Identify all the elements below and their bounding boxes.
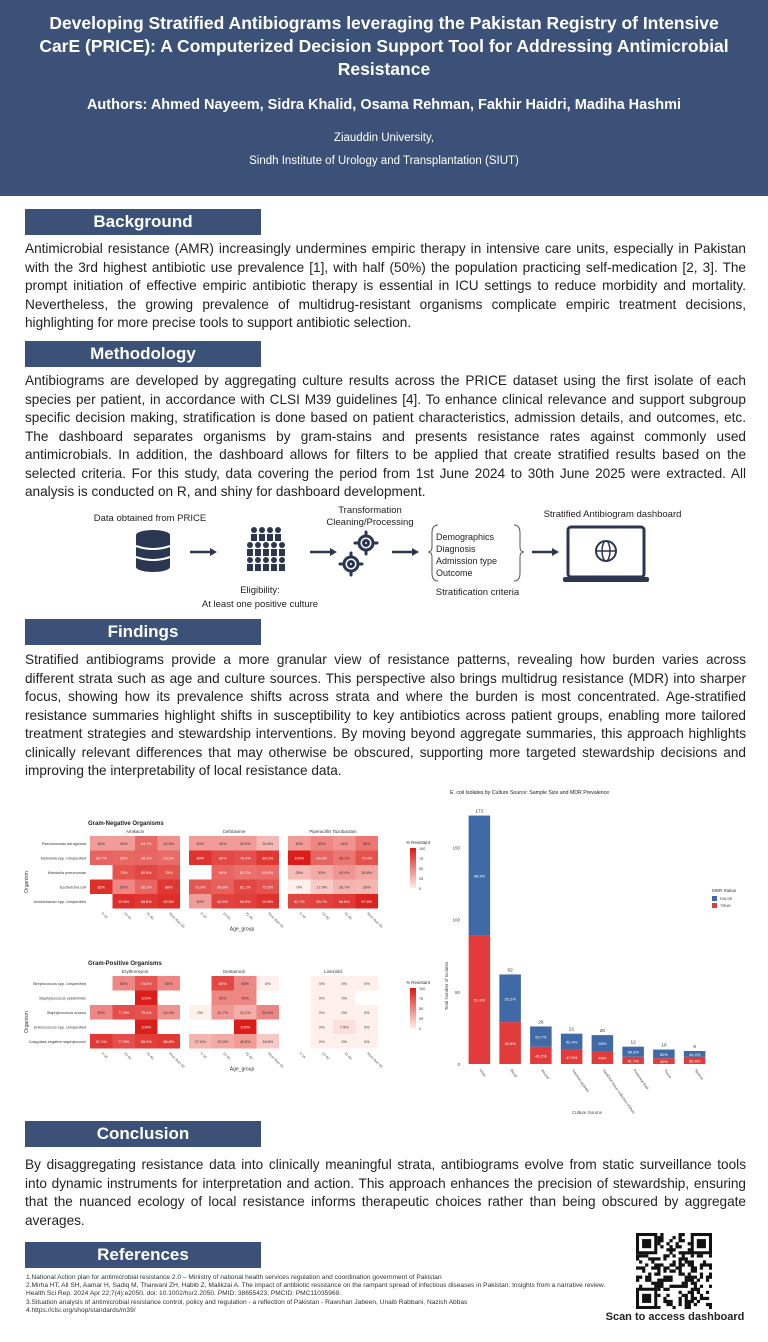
legend-tick-label: 75 [419, 857, 424, 861]
heatmap-cell-label: 50.6% [262, 1010, 274, 1015]
authors: Authors: Ahmed Nayeem, Sidra Khalid, Osama Rehman, Fakhir Haidri, Madiha Hashmi [86, 97, 682, 113]
legend-title: % Resistant [406, 980, 431, 985]
age-tick-label: 0-18 [100, 1051, 109, 1060]
legend-gradient-step [410, 996, 416, 998]
x-tick-label: Peritoneal fluid [632, 1068, 650, 1091]
heatmap-cell-label: 92.5% [163, 899, 175, 904]
heatmap-cell-label: 17.9% [316, 885, 328, 890]
heatmap-title: Gram-Negative Organisms [88, 821, 164, 827]
bar-pct-label: 45% [598, 1055, 607, 1061]
legend-tick-label: 0 [419, 887, 422, 891]
legend-gradient-step [410, 848, 416, 850]
x-axis-label: Culture Source [571, 1110, 603, 1115]
methodology-text: Antibiograms are developed by aggregating culture results across the PRICE dataset using the first isolate of each species per patient, in accordance with CLSI M39 guidelines [4]. To enhance clinical relevance and support subgroup specific decision making, stratification is done based on patient characteristics, admission details, and outcomes, etc. The dashboard separates organisms by gram-stains and presents resistance rates against commonly used antimicrobials. In addition, the dashboard allows for filters to be applied that create stratified results based on the selected criteria. For this study, data covering the period from 1st June 2024 to 30th June 2025 were extracted. All analysis is conducted on R, and shiny for dashboard development. [25, 373, 746, 499]
heatmap-cell-label: 76.9% [239, 856, 251, 861]
legend-gradient-step [410, 1006, 416, 1008]
heatmap-cell-label: 0% [341, 981, 347, 986]
heatmap-cell-label: 25% [295, 870, 304, 875]
heatmap-cell-label: 33.3% [217, 1039, 229, 1044]
heatmap-gram-negative [20, 812, 440, 954]
heatmap-cell-label: 64.7% [140, 841, 152, 846]
flow-dashboard-label: Stratified Antibiogram dashboard [543, 509, 682, 520]
heatmap-cell-label: 86.8% [163, 1039, 175, 1044]
x-tick-label: Urine [478, 1068, 487, 1078]
legend-gradient-step [410, 1016, 416, 1018]
legend-gradient-step [410, 868, 416, 870]
heatmap-cell-label: 85.2% [140, 1039, 152, 1044]
bar-total-label: 62 [507, 968, 513, 974]
heatmap-cell-label: 75.4% [140, 1010, 152, 1015]
antibiotic-label: Amikacin [125, 829, 145, 834]
heatmap-cell-label: 88% [164, 885, 173, 890]
heatmap-cell-label: 63.6% [262, 870, 274, 875]
heatmap-cell-label: 26.8% [262, 841, 274, 846]
heatmap-cell-label: 44.4% [163, 1010, 175, 1015]
age-tick-label: 0-18 [100, 911, 109, 920]
heatmap-cell-label: 40% [218, 841, 227, 846]
age-tick-label: 41-60 [145, 1051, 155, 1061]
heatmap-cell-label: 66% [218, 870, 227, 875]
heatmap-cell-label: 0% [364, 981, 370, 986]
organism-label: Staphylococcus aureus [46, 1010, 86, 1015]
heatmap-cell-label: 75% [119, 870, 128, 875]
legend-gradient-step [410, 1014, 416, 1016]
organism-label: Staphylococcus epidermidis [38, 996, 86, 1001]
legend-gradient-step [410, 854, 416, 856]
bar-pct-label: 53.2% [504, 996, 516, 1002]
conclusion-heading: Conclusion [25, 1121, 261, 1147]
legend-tick-label: 100 [419, 847, 426, 851]
legend-gradient-step [410, 876, 416, 878]
heatmap-cell-label: 58.1% [338, 856, 350, 861]
heatmap-cell-label: 61.1% [239, 870, 251, 875]
heatmap-cell-label: 0% [319, 1025, 325, 1030]
heatmap-cell-label: 40% [196, 899, 205, 904]
y-tick-label: 100 [452, 917, 460, 923]
reference-item: 2.Mirha HT, Ali SH, Aamar H, Sadiq M, Tharwani ZH, Habib Z, Malikzai A. The impact of antibiotic resistance on the rampant spread of infectious diseases in Pakistan: Insights from a narrative review. Health Sci Rep. 2024 Apr 22;7(4):e2050. doi: 10.1002/hsr2.2050. PMID: 38655423; PMCID: PMC11035969. [26, 1282, 606, 1298]
flow-eligibility-label: Eligibility: [240, 585, 280, 596]
chart-title: E. coli Isolates by Culture Source: Sample Size and MDR Prevalence [450, 790, 610, 796]
heatmap-cell-label: 50% [119, 885, 128, 890]
legend-gradient-step [410, 850, 416, 852]
age-tick-label: 19-40 [321, 911, 331, 921]
heatmap-cell-label: 75.5% [262, 885, 274, 890]
heatmap-cell-label: 50% [241, 996, 250, 1001]
bar-total-label: 9 [693, 1045, 696, 1050]
criteria-item: Diagnosis [436, 544, 476, 554]
heatmap-cell-label: 68.8% [217, 885, 229, 890]
organism-label: Escherichia coli [59, 885, 86, 890]
findings-text: Stratified antibiograms provide a more granular view of resistance patterns, revealing how burden varies across different strata such as age and culture sources. This perspective also brings multidrug resistance (MDR) into sharper focus, showing how its prevalence shifts across strata and where the burden is most concentrated. Age-stratified resistance summaries highlight shifts in susceptibility to key antibiotics across patient groups, enabling more tailored treatment strategies and stewardship interventions. By moving beyond aggregate summaries, this approach highlights clinically relevant differences that may otherwise be obscured, supporting more targeted stewardship decisions and improving the interpretability of local resistance data. [25, 652, 746, 778]
legend-gradient-step [410, 1022, 416, 1024]
bar-pct-label: 40% [659, 1059, 668, 1065]
references-list [26, 1274, 606, 1315]
heatmap-xlabel: Age_group [229, 1066, 255, 1073]
bar-pct-label: 55.6% [688, 1058, 701, 1064]
methodology-flow-diagram [70, 505, 750, 615]
age-tick-label: More than 60 [267, 911, 285, 929]
age-tick-label: 19-40 [321, 1051, 331, 1061]
heatmap-cell-label: 97.8% [361, 899, 373, 904]
flow-criteria-caption: Stratification criteria [435, 587, 520, 598]
heatmap-cell-label: 35.8% [361, 870, 373, 875]
bar-pct-label: 55% [598, 1041, 607, 1047]
age-tick-label: 19-40 [222, 1051, 232, 1061]
heatmap-cell-label: 100% [240, 1025, 251, 1030]
legend-swatch [712, 896, 717, 901]
bar-pct-label: 51.8% [473, 997, 486, 1003]
age-tick-label: 41-60 [343, 1051, 353, 1061]
heatmap-cell-label: 90% [196, 856, 205, 861]
bar-pct-label: 46.2% [535, 1053, 547, 1059]
heatmap-cell-label: 87.1% [95, 1039, 107, 1044]
heatmap-cell-label: 88.2% [262, 856, 274, 861]
heatmap-cell-label: 7.5% [339, 1025, 349, 1030]
background-heading: Background [25, 209, 261, 235]
legend-gradient-step [410, 874, 416, 876]
heatmap-cell-label: 27.6% [194, 1039, 206, 1044]
age-tick-label: 19-40 [222, 911, 232, 921]
y-tick-label: 50 [454, 989, 460, 995]
heatmap-cell-label: 0% [197, 1010, 203, 1015]
legend-gradient-step [410, 1026, 416, 1028]
legend-tick-label: 100 [419, 987, 426, 991]
heatmap-cell-label: 66.1% [140, 856, 152, 861]
affiliation-1: Ziauddin University, [333, 132, 435, 144]
reference-item: 3.Situation analysis of antimicrobial resistance control, policy and regulation - a reflection of Pakistan - Rawshan Jabeen, Unaib Rabbani, Nazish Abbas [26, 1298, 468, 1306]
reference-item: 4.https://clsi.org/shop/standards/m39/ [26, 1306, 136, 1314]
heatmap-cell-label: 0% [364, 1039, 370, 1044]
heatmap-cell-label: 50% [119, 981, 128, 986]
flow-eligibility-detail: At least one positive culture [201, 599, 319, 610]
legend-gradient-step [410, 860, 416, 862]
legend-gradient-step [410, 994, 416, 996]
database-icon [136, 530, 170, 572]
heatmap-cell-label: 28.7% [338, 885, 350, 890]
heatmap-cell-label: 40% [295, 841, 304, 846]
heatmap-cell-label: 65% [119, 856, 128, 861]
legend-gradient-step [410, 858, 416, 860]
age-tick-label: 19-40 [123, 911, 133, 921]
organism-label: Pseudomonas aeruginosa [41, 841, 86, 846]
legend-gradient-step [410, 1024, 416, 1026]
legend-gradient-step [410, 998, 416, 1000]
y-axis-label: Total Number of Isolates [444, 961, 449, 1011]
reference-item: 1.National Action plan for antimicrobial resistance 2.0 – Ministry of national health services regulation and coordination government of Pakistan [26, 1274, 442, 1281]
bar-pct-label: 48.3% [473, 873, 486, 879]
legend-gradient-step [410, 852, 416, 854]
legend-gradient-step [410, 1008, 416, 1010]
age-tick-label: 0-18 [199, 1051, 208, 1060]
heatmap-cell-label: 88.8% [140, 899, 152, 904]
legend-gradient-step [410, 1000, 416, 1002]
legend-gradient-step [410, 992, 416, 994]
bar-pct-label: 41.7% [627, 1058, 639, 1064]
age-tick-label: More than 60 [168, 1051, 186, 1069]
bar-pct-label: 52.4% [565, 1039, 578, 1045]
bar-pct-label: 60% [659, 1051, 668, 1057]
heatmap-cell-label: 41.7% [217, 1010, 229, 1015]
arrow-icon [532, 548, 559, 556]
qr-code-icon[interactable] [636, 1233, 712, 1309]
bar-total-label: 21 [568, 1027, 575, 1033]
legend-swatch [712, 903, 717, 908]
legend-title: MDR Status [712, 888, 737, 893]
legend-label: FALSE [720, 896, 733, 901]
heatmap-cell-label: 40.8% [239, 1039, 251, 1044]
people-icon [247, 527, 285, 571]
heatmap-cell-label: 43.4% [338, 870, 350, 875]
heatmap-cell-label: 81.1% [239, 885, 251, 890]
heatmap-cell-label: 40% [119, 841, 128, 846]
heatmap-cell-label: 0% [319, 996, 325, 1001]
heatmap-cell-label: 58% [362, 841, 371, 846]
legend-tick-label: 0 [419, 1027, 422, 1031]
antibiotic-label: Gentamicin [222, 969, 246, 974]
x-tick-label: Tissue [663, 1068, 673, 1080]
legend-tick-label: 50 [419, 1007, 424, 1011]
bar-pct-label: 47.6% [565, 1054, 578, 1060]
legend-gradient-step [410, 864, 416, 866]
legend-gradient-step [410, 872, 416, 874]
poster-header [0, 0, 768, 196]
organism-label: Coagulase negative staphylococci [28, 1039, 86, 1044]
heatmap-cell-label: 40% [97, 841, 106, 846]
heatmap-cell-label: 66.1% [140, 885, 152, 890]
heatmap-cell-label: 0% [364, 1010, 370, 1015]
poster-title: Developing Stratified Antibiograms leveraging the Pakistan Registry of Intensive CarE (PRICE): A Computerized Decision Support Tool for Addressing Antimicrobial Resistance [39, 13, 729, 79]
heatmap-cell-label: 44.8% [163, 841, 175, 846]
heatmap-cell-label: 75.4% [361, 856, 373, 861]
heatmap-cell-label: 0% [341, 996, 347, 1001]
legend-label: TRUE [720, 903, 731, 908]
heatmap-cell-label: 50% [218, 996, 227, 1001]
bar-total-label: 10 [661, 1043, 667, 1049]
legend-gradient-step [410, 988, 416, 990]
gears-icon [340, 532, 377, 575]
heatmap-cell-label: 80% [218, 856, 227, 861]
heatmap-ylabel: Organism [24, 871, 30, 893]
organism-label: Acinetobacter spp. Unspecified [33, 899, 86, 904]
age-tick-label: 41-60 [145, 911, 155, 921]
heatmap-cell-label: 73.6% [140, 981, 152, 986]
age-tick-label: 0-18 [199, 911, 208, 920]
heatmap-cell-label: 28% [362, 885, 371, 890]
legend-gradient-step [410, 886, 416, 888]
heatmap-cell-label: 44% [340, 841, 349, 846]
age-tick-label: 41-60 [343, 911, 353, 921]
age-tick-label: 0-18 [298, 911, 307, 920]
antibiotic-label: Piperacillin Tazobactam [309, 829, 357, 834]
bar-pct-label: 46.8% [504, 1041, 516, 1047]
heatmap-cell-label: 0% [341, 1039, 347, 1044]
arrow-icon [310, 548, 337, 556]
heatmap-cell-label: 82.5% [217, 899, 229, 904]
bar-pct-label: 53.7% [535, 1034, 547, 1040]
age-tick-label: More than 60 [168, 911, 186, 929]
heatmap-cell-label: 50% [164, 981, 173, 986]
x-tick-label: Wound [540, 1068, 550, 1080]
organism-label: Klebsiella pneumoniae [47, 870, 86, 875]
heatmap-xlabel: Age_group [229, 926, 255, 933]
heatmap-cell-label: 83.7% [316, 899, 328, 904]
flow-criteria-list [436, 531, 516, 579]
legend-gradient-step [410, 1010, 416, 1012]
x-tick-label: Hard/Soft tissue collection (Other) [601, 1068, 636, 1115]
criteria-item: Admission type [436, 556, 498, 566]
heatmap-cell-label: 80.6% [140, 870, 152, 875]
heatmap-cell-label: 0% [265, 981, 271, 986]
legend-gradient-step [410, 1004, 416, 1006]
x-tick-label: Blood [509, 1068, 518, 1079]
heatmap-cell-label: 92.5% [118, 899, 130, 904]
legend-title: % Resistant [406, 840, 431, 845]
bar-total-label: 12 [630, 1040, 636, 1046]
age-tick-label: 19-40 [123, 1051, 133, 1061]
qr-caption: Scan to access dashboard [605, 1311, 745, 1323]
age-tick-label: 41-60 [244, 911, 254, 921]
methodology-heading: Methodology [25, 341, 261, 367]
heatmap-cell-label: 0% [319, 981, 325, 986]
age-tick-label: 41-60 [244, 1051, 254, 1061]
background-text: Antimicrobial resistance (AMR) increasingly undermines empiric therapy in intensive care units, especially in Pakistan with the 3rd highest antibiotic use prevalence [1], with half (50%) the population practicing self-medication [2, 3]. The prompt initiation of effective empiric antibiotic therapy is essential in ICU settings to reduce morbidity and mortality. Nevertheless, the growing prevalence of multidrug-resistant organisms complicate empiric treatment decisions, highlighting for more precise tools to support antibiotic selection. [25, 241, 746, 330]
x-tick-label: Tracheal aspirate [570, 1068, 590, 1094]
antibiotic-label: Linezolid [324, 969, 342, 974]
heatmap-title: Gram-Positive Organisms [88, 961, 162, 967]
antibiotic-label: Cefotaxime [222, 829, 246, 834]
heatmap-cell-label: 50% [97, 1010, 106, 1015]
legend-gradient-step [410, 1012, 416, 1014]
heatmap-cell-label: 81.7% [293, 899, 305, 904]
flow-cleaning-label: Cleaning/Processing [326, 517, 414, 528]
heatmap-cell-label: 0% [364, 1025, 370, 1030]
heatmap-cell-label: 40.9% [239, 841, 251, 846]
affiliation-2: Sindh Institute of Urology and Transplantation (SIUT) [249, 155, 519, 167]
legend-gradient-step [410, 1020, 416, 1022]
criteria-item: Demographics [436, 532, 495, 542]
heatmap-cell-label: 63.5% [163, 856, 175, 861]
conclusion-text: By disaggregating resistance data into clinically meaningful strata, antibiograms evolve from static surveillance tools into dynamic instruments for interpretation and action. This approach enhances the precision of stewardship, ensuring that the nuanced ecology of local resistance informs therapeutic choices rather than being obscured by aggregate averages. [25, 1157, 746, 1228]
y-tick-label: 150 [452, 845, 460, 851]
bar-total-label: 26 [538, 1020, 544, 1026]
heatmap-cell-label: 73.3% [194, 885, 206, 890]
y-tick-label: 0 [457, 1062, 460, 1067]
legend-tick-label: 25 [419, 1017, 424, 1021]
legend-tick-label: 50 [419, 867, 424, 871]
legend-gradient-step [410, 1002, 416, 1004]
bar-pct-label: 58.3% [627, 1049, 639, 1055]
organism-label: Streptococcus spp. Unspecified [32, 981, 86, 986]
heatmap-cell-label: 31.2% [239, 1010, 251, 1015]
arrow-icon [190, 548, 217, 556]
heatmap-cell-label: 75% [164, 870, 173, 875]
legend-gradient-step [410, 870, 416, 872]
heatmap-cell-label: 50% [317, 841, 326, 846]
legend-gradient-step [410, 856, 416, 858]
flow-transform-label: Transformation [338, 505, 402, 516]
bar-pct-label: 44.4% [688, 1051, 701, 1057]
heatmap-cell-label: 33% [317, 870, 326, 875]
legend-tick-label: 75 [419, 997, 424, 1001]
age-tick-label: More than 60 [267, 1051, 285, 1069]
legend-gradient-step [410, 990, 416, 992]
organism-label: Enterococcus spp. Unspecified [33, 1025, 86, 1030]
heatmap-cell-label: 84.5% [239, 899, 251, 904]
heatmap-cell-label: 66.7% [95, 856, 107, 861]
heatmap-cell-label: 0% [319, 1010, 325, 1015]
heatmap-cell-label: 0% [296, 885, 302, 890]
age-tick-label: 0-18 [298, 1051, 307, 1060]
heatmap-cell-label: 0% [319, 1039, 325, 1044]
heatmap-cell-label: 77.8% [118, 1039, 130, 1044]
flow-data-label: Data obtained from PRICE [93, 513, 207, 524]
legend-gradient-step [410, 1018, 416, 1020]
heatmap-cell-label: 92% [97, 885, 106, 890]
legend-gradient-step [410, 880, 416, 882]
heatmap-cell-label: 50% [241, 981, 250, 986]
heatmap-cell-label: 100% [141, 1025, 152, 1030]
legend-gradient-step [410, 882, 416, 884]
organism-label: Klebsiella spp. Unspecified [40, 856, 86, 861]
age-tick-label: More than 60 [366, 911, 384, 929]
heatmap-cell-label: 66.8% [316, 856, 328, 861]
heatmap-cell-label: 77.8% [118, 1010, 130, 1015]
heatmap-cell-label: 40% [196, 841, 205, 846]
heatmap-cell-label: 100% [294, 856, 305, 861]
legend-gradient-step [410, 862, 416, 864]
bar-total-label: 172 [475, 809, 484, 815]
heatmap-gram-positive [20, 952, 440, 1094]
heatmap-cell-label: 0% [341, 1010, 347, 1015]
legend-gradient-step [410, 866, 416, 868]
bar-total-label: 20 [599, 1029, 606, 1035]
heatmap-cell-label: 18.8% [262, 1039, 274, 1044]
findings-heading: Findings [25, 619, 261, 645]
legend-gradient-step [410, 878, 416, 880]
arrow-icon [392, 548, 419, 556]
legend-tick-label: 25 [419, 877, 424, 881]
heatmap-cell-label: 80% [218, 981, 227, 986]
references-heading: References [25, 1242, 261, 1268]
antibiotic-label: Erythromycin [121, 969, 149, 974]
x-tick-label: Sputum [693, 1068, 705, 1081]
criteria-item: Outcome [436, 568, 473, 578]
heatmap-cell-label: 100% [141, 996, 152, 1001]
heatmap-cell-label: 90.8% [262, 899, 274, 904]
heatmap-ylabel: Organism [24, 1011, 30, 1033]
heatmap-cell-label: 86.6% [338, 899, 350, 904]
legend-gradient-step [410, 884, 416, 886]
age-tick-label: More than 60 [366, 1051, 384, 1069]
ecoli-bar-chart [440, 786, 760, 1116]
monitor-globe-icon [563, 527, 649, 582]
